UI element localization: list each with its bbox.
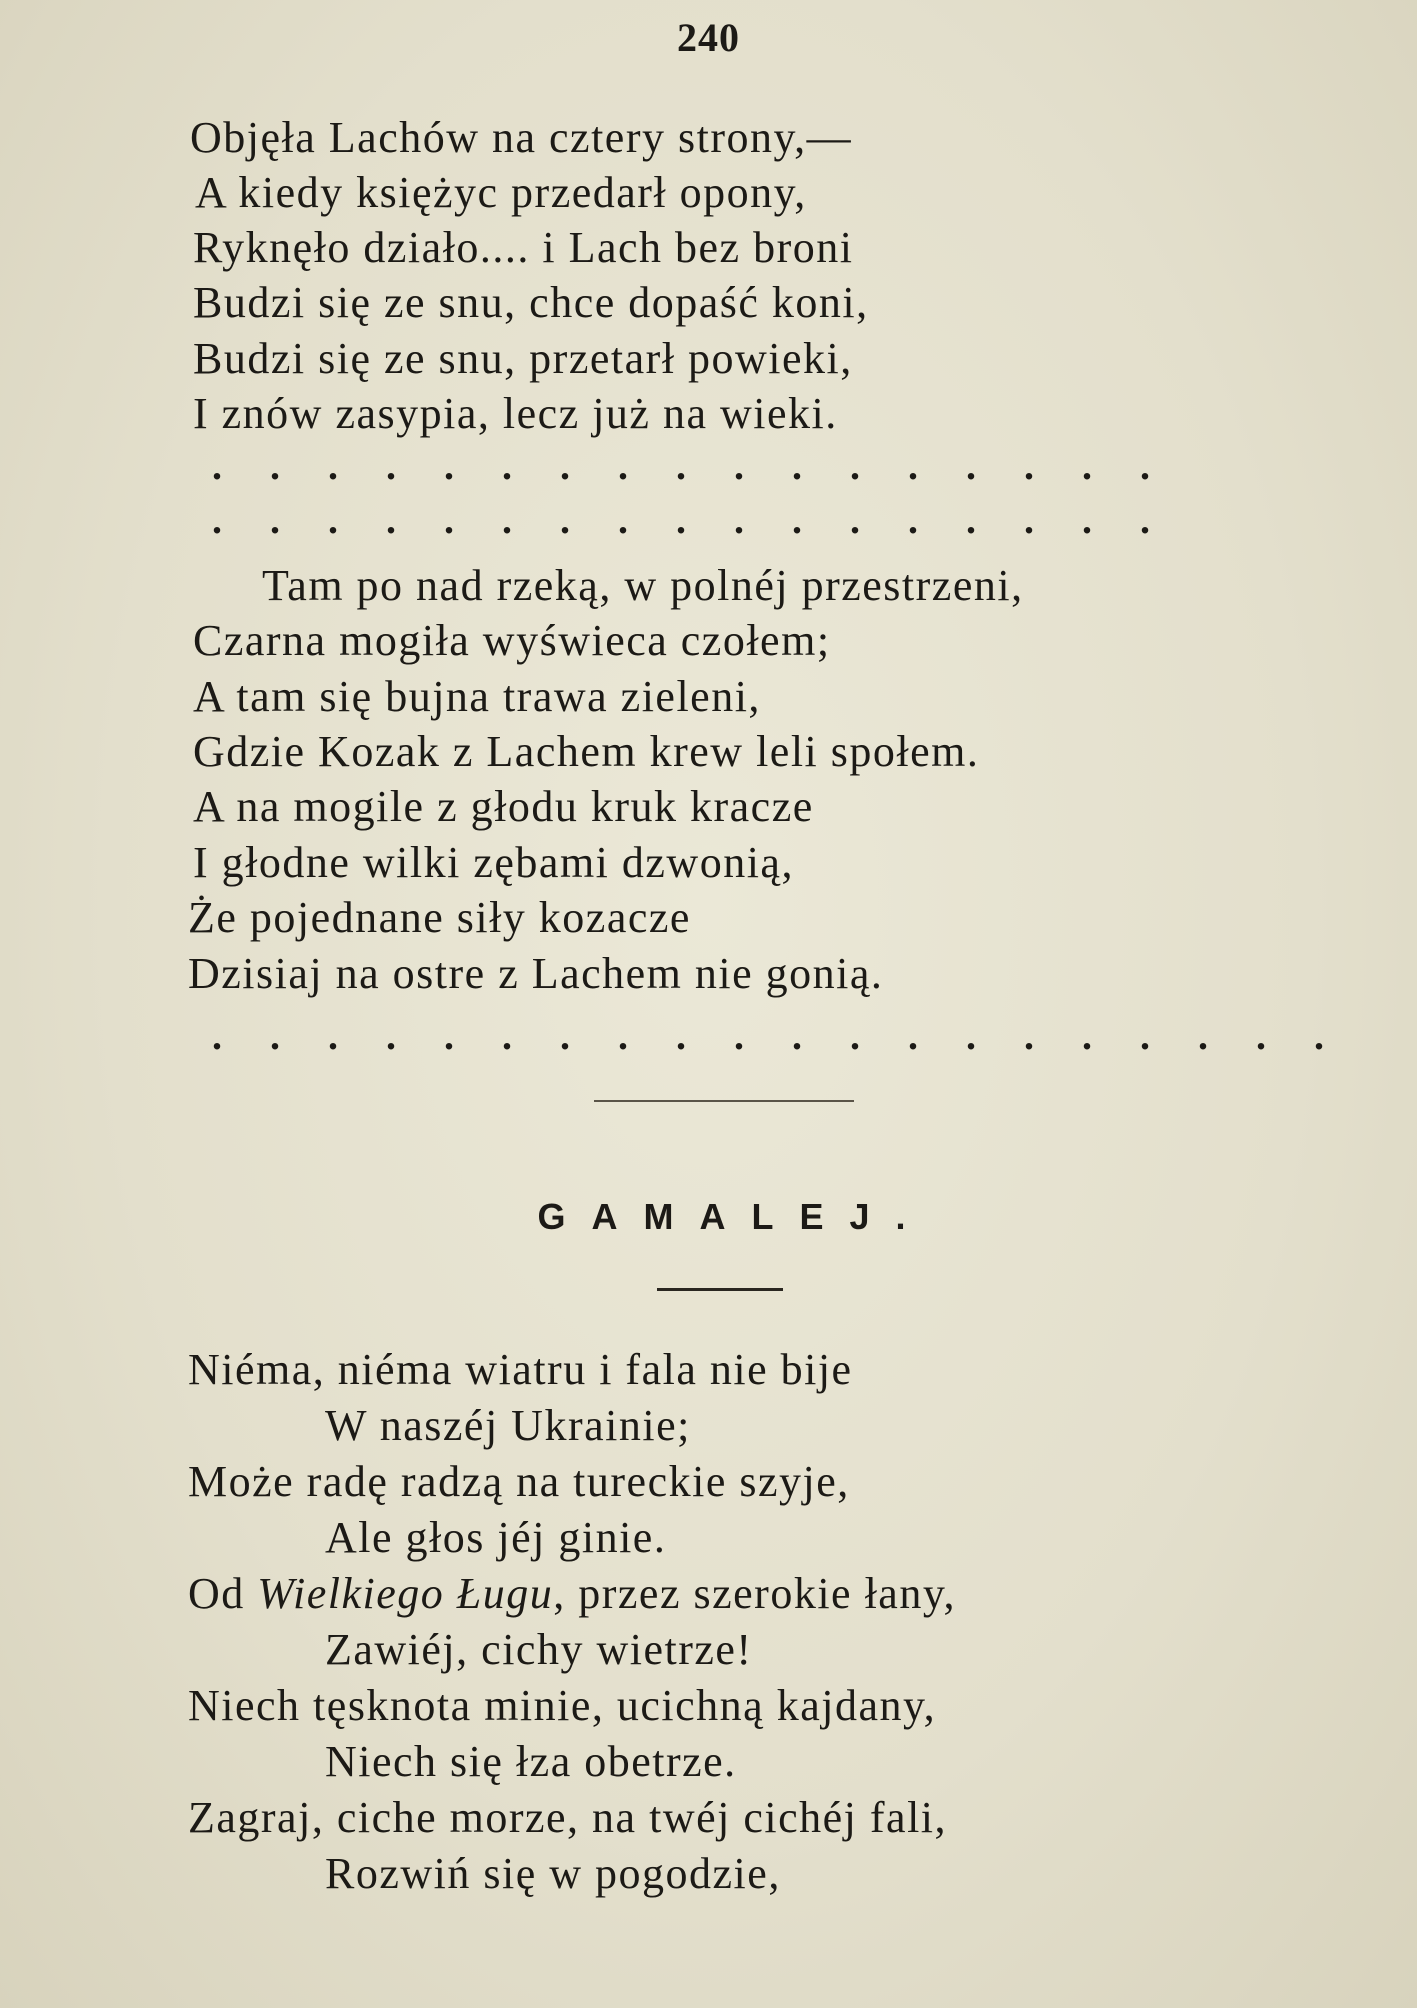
section-divider: [594, 1100, 854, 1102]
verse-line: A kiedy księżyc przedarł opony,: [195, 168, 807, 217]
verse-line: Rozwiń się w pogodzie,: [325, 1849, 781, 1898]
verse-line: Zawiéj, cichy wietrze!: [325, 1625, 753, 1674]
verse-line: Budzi się ze snu, chce dopaść koni,: [193, 278, 869, 327]
verse-line: Niéma, niéma wiatru i fala nie bije: [188, 1345, 853, 1394]
verse-text: , przez szerokie łany,: [553, 1569, 956, 1618]
verse-line: Czarna mogiła wyświeca czołem;: [193, 616, 831, 665]
verse-line: Niech tęsknota minie, ucichną kajdany,: [188, 1681, 937, 1730]
verse-line: Niech się łza obetrze.: [325, 1737, 737, 1786]
verse-line: Dzisiaj na ostre z Lachem nie gonią.: [188, 949, 884, 998]
verse-line: I głodne wilki zębami dzwonią,: [193, 838, 794, 887]
verse-line: Ale głos jéj ginie.: [325, 1513, 667, 1562]
verse-line: W naszéj Ukrainie;: [325, 1401, 691, 1450]
poem-title: GAMALEJ.: [537, 1196, 932, 1237]
verse-text: Od: [188, 1569, 258, 1618]
ellipsis-row: . . . . . . . . . . . . . . . . .: [212, 443, 1169, 488]
verse-line: Może radę radzą na tureckie szyje,: [188, 1457, 850, 1506]
place-name-italic: Wielkiego Ługu: [257, 1569, 554, 1618]
title-rule: [657, 1288, 783, 1291]
verse-line: A na mogile z głodu kruk kracze: [193, 782, 814, 831]
verse-line: [188, 1566, 956, 1622]
verse-line: Objęła Lachów na cztery strony,—: [190, 113, 853, 162]
page-number: 240: [677, 15, 740, 60]
ellipsis-row: . . . . . . . . . . . . . . . . .: [212, 497, 1169, 542]
verse-line: Budzi się ze snu, przetarł powieki,: [193, 334, 853, 383]
ellipsis-row: . . . . . . . . . . . . . . . . . . . .: [212, 1013, 1343, 1058]
verse-line: Zagraj, ciche morze, na twéj cichéj fali,: [188, 1793, 948, 1842]
verse-line: Gdzie Kozak z Lachem krew leli społem.: [193, 727, 980, 776]
verse-line: Ryknęło działo.... i Lach bez broni: [193, 223, 854, 272]
verse-line: Że pojednane siły kozacze: [188, 893, 691, 942]
verse-line: I znów zasypia, lecz już na wieki.: [193, 389, 838, 438]
verse-line: A tam się bujna trawa zieleni,: [193, 672, 761, 721]
verse-line: Tam po nad rzeką, w polnéj przestrzeni,: [262, 561, 1024, 610]
